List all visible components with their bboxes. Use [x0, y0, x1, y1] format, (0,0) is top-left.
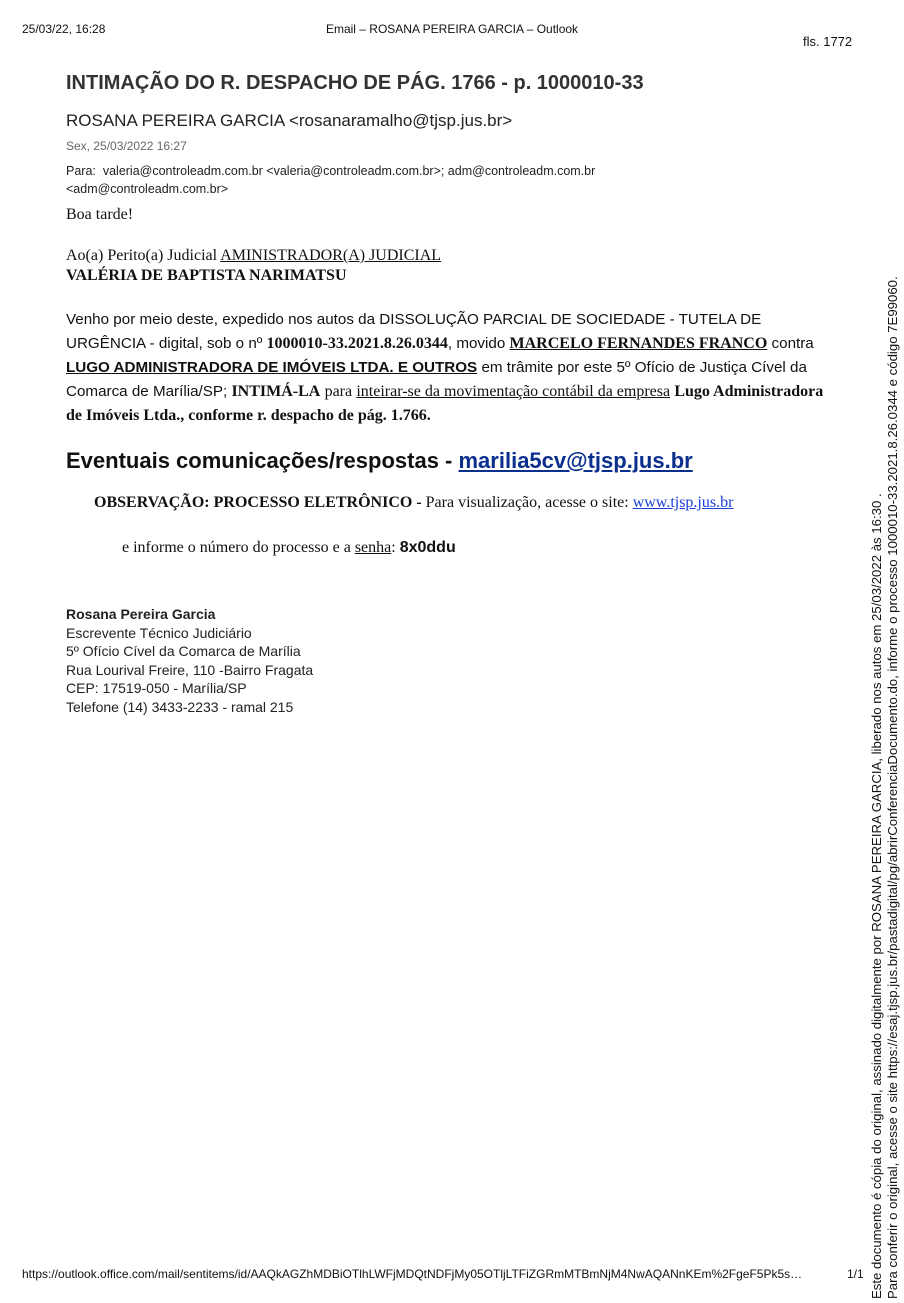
- inteirar-text: inteirar-se da movimentação contábil da empresa: [356, 383, 671, 400]
- email-sent-date: Sex, 25/03/2022 16:27: [66, 139, 187, 153]
- senha-colon: :: [391, 539, 396, 556]
- footer-page-number: 1/1: [847, 1267, 864, 1281]
- print-datetime: 25/03/22, 16:28: [22, 22, 106, 36]
- p3-text: contra: [771, 335, 814, 352]
- side-note-line-1: Este documento é cópia do original, assinado digitalmente por ROSANA PEREIRA GARCIA, liberado nos autos em 25/03/2022 às 16:30 .: [869, 493, 884, 1299]
- to-line-2[interactable]: <adm@controleadm.com.br>: [66, 182, 229, 196]
- plaintiff-name: MARCELO FERNANDES FRANCO: [509, 335, 768, 352]
- tjsp-site-link[interactable]: www.tjsp.jus.br: [632, 494, 734, 511]
- signature-cep: CEP: 17519-050 - Marília/SP: [66, 680, 247, 697]
- signature-block: [66, 605, 313, 717]
- to-label: Para:: [66, 164, 96, 178]
- informe-line: [122, 539, 456, 557]
- perito-role: AMINISTRADOR(A) JUDICIAL: [220, 247, 442, 264]
- perito-block: [66, 246, 441, 286]
- signature-office: 5º Ofício Cível da Comarca de Marília: [66, 643, 301, 660]
- digital-signature-note: [869, 209, 900, 1299]
- email-subject: INTIMAÇÃO DO R. DESPACHO DE PÁG. 1766 - p. 1000010-33: [66, 72, 644, 94]
- signature-role: Escrevente Técnico Judiciário: [66, 624, 252, 641]
- observation-line: [94, 494, 733, 512]
- email-sender[interactable]: ROSANA PEREIRA GARCIA <rosanaramalho@tjsp.jus.br>: [66, 111, 513, 130]
- folio-number: fls. 1772: [803, 34, 853, 49]
- p2-text: , movido: [447, 335, 506, 352]
- p4-text: em trâmite por este 5º Ofício de Justiça Cível da Comarca de Marília/SP;: [66, 359, 807, 400]
- senha-value: 8x0ddu: [399, 539, 456, 556]
- perito-name: VALÉRIA DE BAPTISTA NARIMATSU: [66, 267, 347, 284]
- footer-url: https://outlook.office.com/mail/sentitems/id/AAQkAGZhMDBiOTlhLWFjMDQtNDFjMy05OTljLTFiZGRmMTBmNjM4NwAQANnKEm%2FgeF5Pk5s…: [22, 1267, 803, 1281]
- obs-label: OBSERVAÇÃO: PROCESSO ELETRÔNICO -: [94, 494, 422, 511]
- process-number: 1000010-33.2021.8.26.0344: [266, 335, 448, 352]
- signature-phone: Telefone (14) 3433-2233 - ramal 215: [66, 698, 294, 715]
- contact-email-link[interactable]: marilia5cv@tjsp.jus.br: [458, 448, 693, 473]
- signature-name: Rosana Pereira Garcia: [66, 606, 216, 622]
- contact-line: [66, 448, 693, 474]
- greeting: Boa tarde!: [66, 206, 134, 223]
- print-title: Email – ROSANA PEREIRA GARCIA – Outlook: [325, 22, 579, 36]
- tail-text: Lugo Administradora de Imóveis Ltda., conforme r. despacho de pág. 1.766.: [66, 383, 824, 424]
- informe-text: e informe o número do processo e a: [122, 539, 351, 556]
- senha-label: senha: [354, 539, 392, 556]
- side-note-line-2: Para conferir o original, acesse o site https://esaj.tjsp.jus.br/pastadigital/pg/abrirConferenciaDocumento.do, informe o processo 1000010-33.2021.8.26.0344 e código 7E99060.: [884, 276, 900, 1299]
- signature-address: Rua Lourival Freire, 110 -Bairro Fragata: [66, 661, 314, 678]
- contact-label: Eventuais comunicações/respostas -: [66, 448, 453, 473]
- p1-text: Venho por meio deste, expedido nos autos da DISSOLUÇÃO PARCIAL DE SOCIEDADE - TUTELA DE URGÊNCIA - digital, sob o nº: [66, 311, 762, 352]
- intimation-paragraph: [66, 308, 828, 428]
- perito-prefix: Ao(a) Perito(a) Judicial: [66, 247, 218, 264]
- email-recipients: [66, 162, 706, 198]
- to-line-1[interactable]: valeria@controleadm.com.br <valeria@controleadm.com.br>; adm@controleadm.com.br: [102, 164, 596, 178]
- intima-text: INTIMÁ-LA: [231, 383, 321, 400]
- p5-text: para: [324, 383, 353, 400]
- defendant-name: LUGO ADMINISTRADORA DE IMÓVEIS LTDA. E OUTROS: [66, 359, 478, 376]
- obs-text: Para visualização, acesse o site:: [425, 494, 629, 511]
